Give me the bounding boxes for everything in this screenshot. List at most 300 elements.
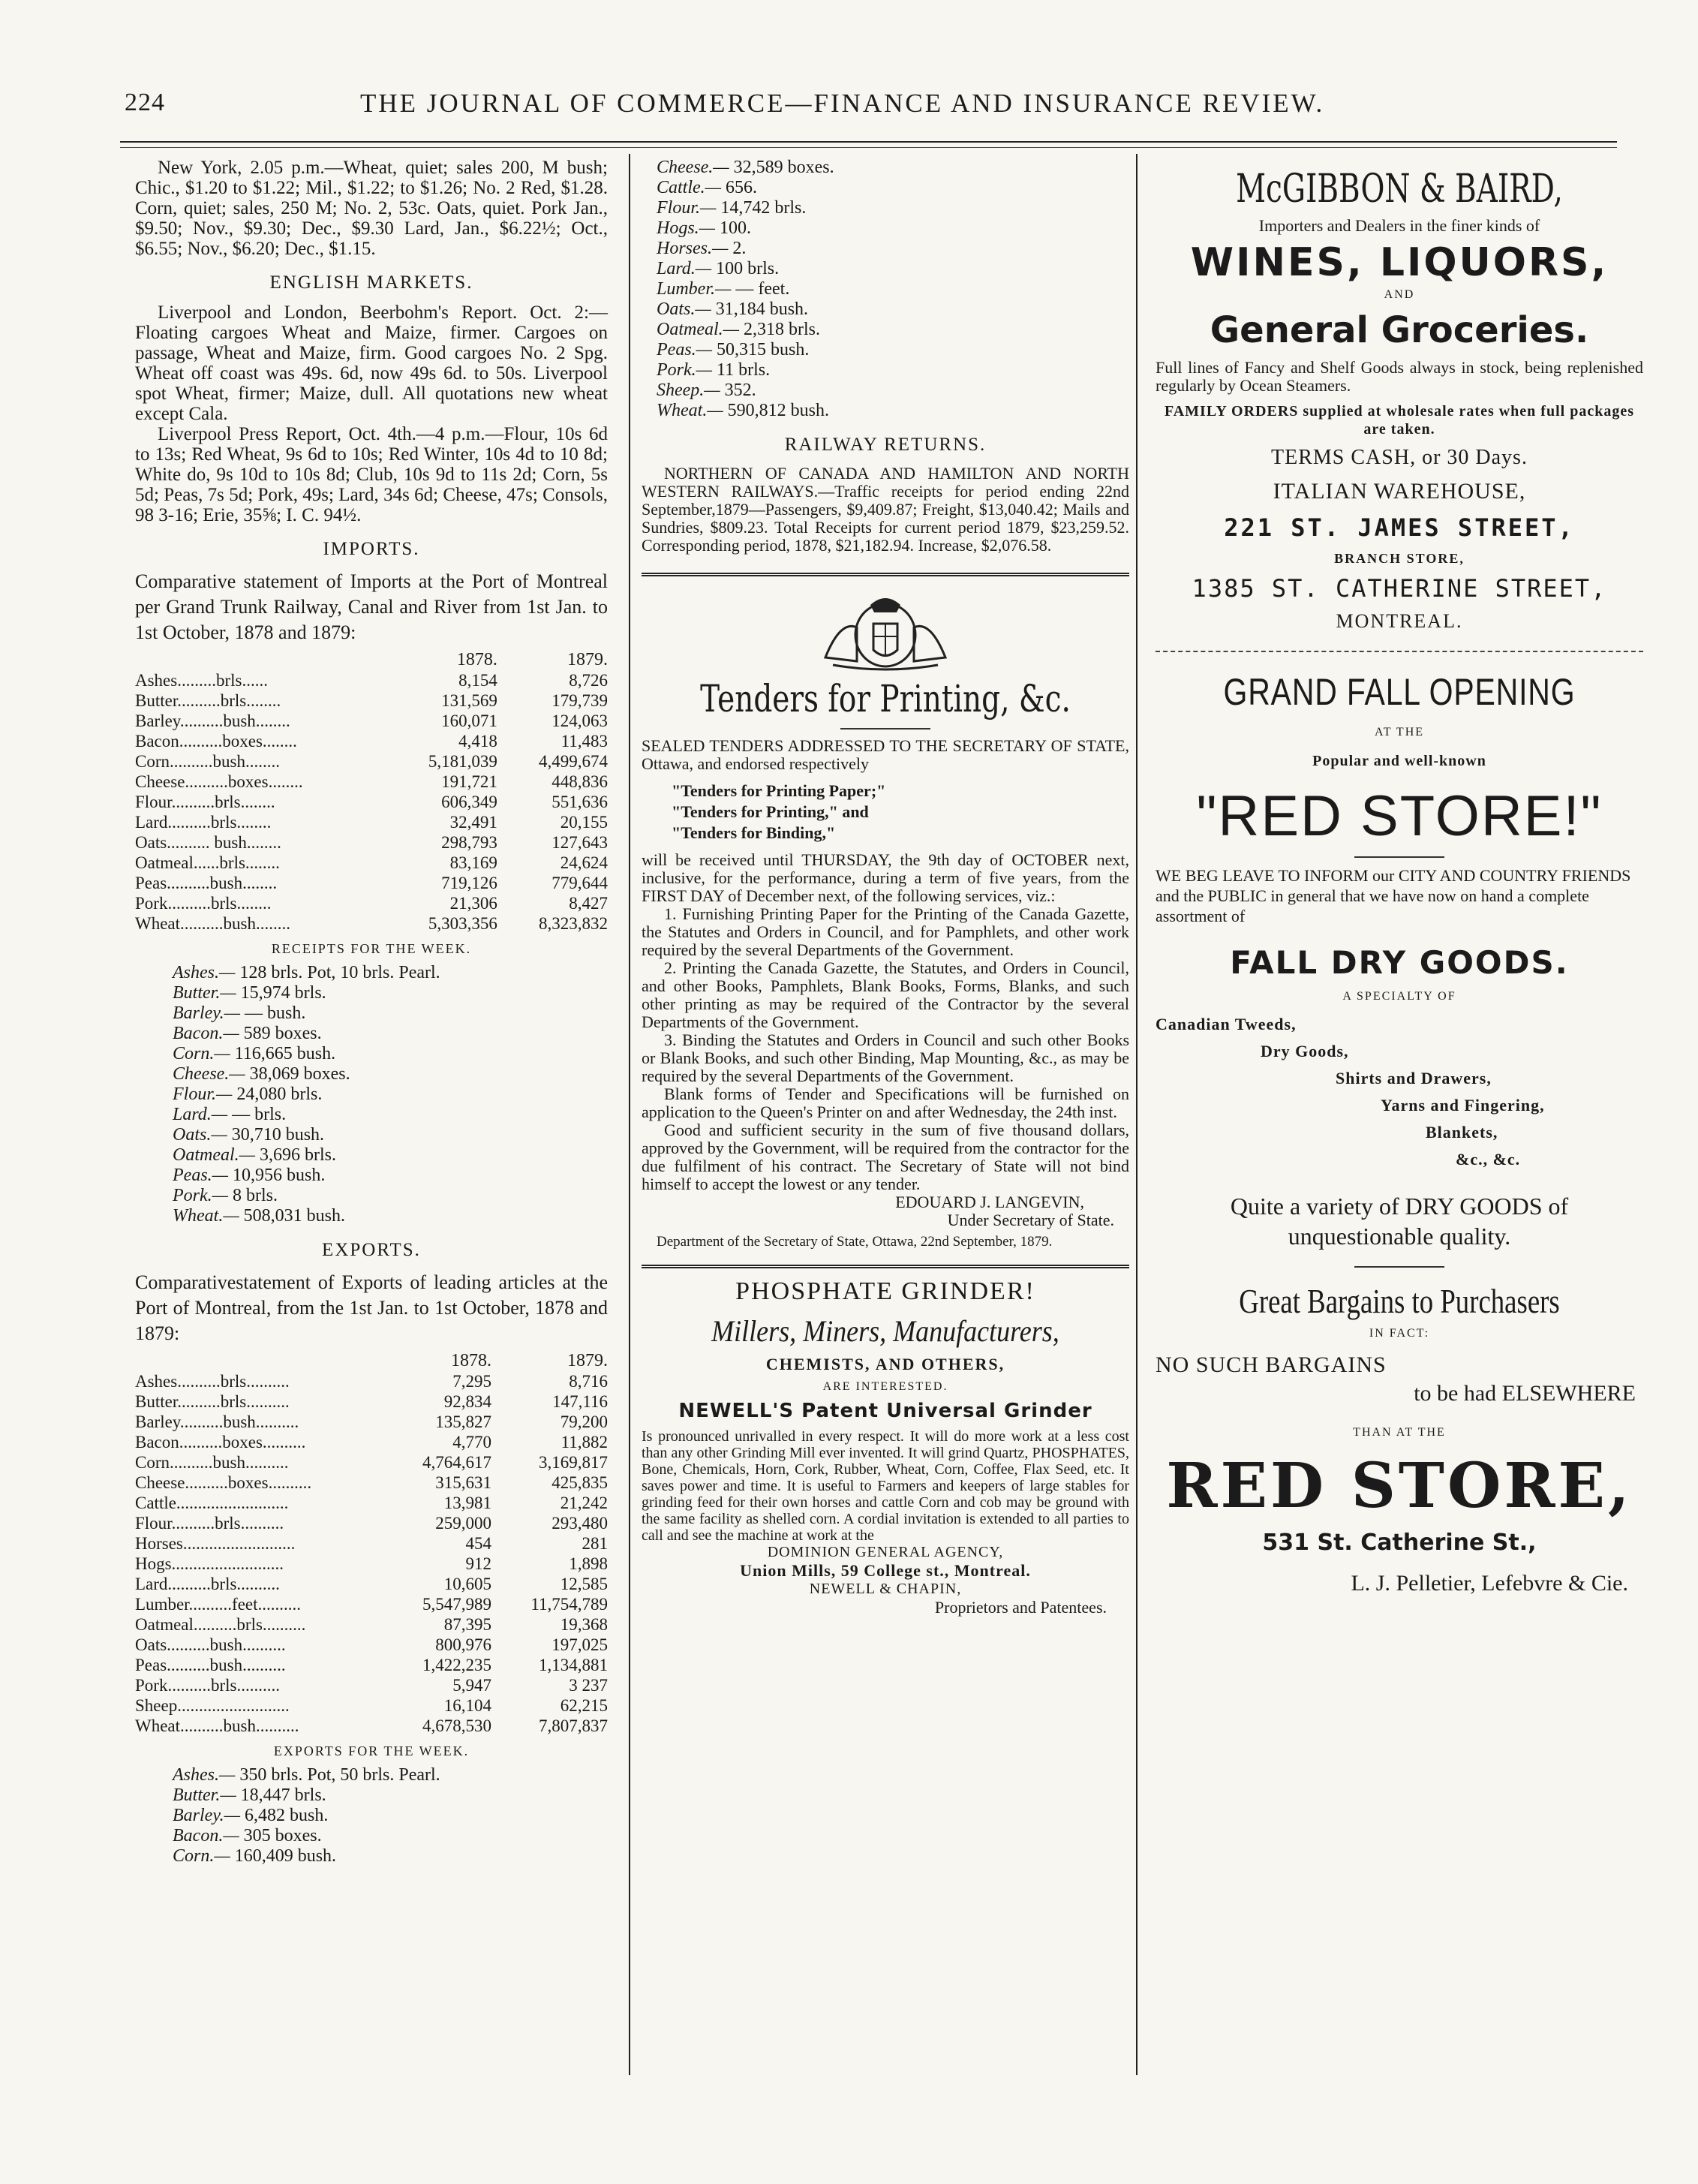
table-cell-value: 8,726 (569, 671, 608, 690)
list-item-value: — feet. (735, 279, 790, 299)
red-store-title: RED STORE, (1166, 1450, 1633, 1522)
table-cell-value: 8,323,832 (539, 914, 608, 933)
table-cell-value: 3 237 (569, 1676, 608, 1695)
table-row (135, 1493, 608, 1513)
table-cell-value: 281 (582, 1534, 608, 1553)
wines-liquors-line: WINES, LIQUORS, (1190, 240, 1609, 285)
goods-item: Blankets, (1426, 1123, 1498, 1142)
table-cell-item: Lard..........brls........ (135, 813, 272, 832)
list-item (173, 1806, 608, 1826)
list-item (173, 1186, 608, 1206)
table-cell-value: 79,200 (560, 1412, 608, 1431)
table-cell-value: 7,295 (452, 1372, 492, 1391)
list-item-value: 352. (724, 381, 756, 400)
signer-name: EDOUARD J. LANGEVIN, (895, 1193, 1084, 1211)
list-item-label: Cheese.— (657, 158, 729, 177)
popular-line: Popular and well-known (1312, 753, 1486, 769)
list-item (173, 983, 608, 1003)
table-row (135, 690, 608, 711)
table-row (135, 1391, 608, 1412)
table-cell-value: 62,215 (560, 1696, 608, 1715)
table-cell-value: 454 (465, 1534, 492, 1553)
table-row (135, 1554, 608, 1574)
table-cell-value: 21,306 (449, 894, 497, 913)
list-item-value: 11 brls. (717, 360, 771, 380)
list-item-label: Ashes.— (173, 1765, 236, 1785)
st-catherine-store-address: 531 St. Catherine St., (1262, 1530, 1537, 1556)
italian-warehouse-line: ITALIAN WAREHOUSE, (1273, 479, 1526, 504)
table-cell-item: Pork..........brls........ (135, 894, 272, 913)
list-item (173, 1166, 608, 1186)
list-item-label: Oatmeal.— (657, 320, 739, 339)
goods-item: Shirts and Drawers, (1336, 1069, 1492, 1087)
list-item (173, 1003, 608, 1024)
list-item-label: Barley.— (173, 1003, 240, 1023)
table-row (135, 812, 608, 832)
table-cell-value: 4,764,617 (422, 1453, 492, 1472)
tenders-rule (840, 728, 930, 730)
table-row (135, 1432, 608, 1452)
in-fact-line: IN FACT: (1369, 1327, 1430, 1340)
table-cell-item: Butter..........brls........ (135, 691, 281, 710)
specialty-line: A SPECIALTY OF (1342, 990, 1456, 1003)
imports-table (135, 650, 608, 934)
table-row (135, 1574, 608, 1594)
list-item-value: 2,318 brls. (744, 320, 820, 339)
table-cell-item: Peas..........bush........ (135, 874, 278, 892)
header-rule-thin (120, 147, 1617, 148)
table-cell-value: 92,834 (443, 1392, 492, 1411)
table-cell-value: 20,155 (560, 813, 608, 832)
table-cell-item: Corn..........bush.......... (135, 1453, 289, 1472)
list-item (173, 1064, 608, 1084)
table-cell-value: 11,754,789 (530, 1595, 608, 1614)
security-text: Good and sufficient security in the sum of five thousand dollars, approved by the Government, will be required from the contractor for the due fulfilment of his contract. The Secretary of State will not bind himself to accept the lowest or any tender. (642, 1121, 1129, 1193)
table-cell-value: 7,807,837 (539, 1716, 608, 1735)
tender-line-binding: "Tenders for Binding," (672, 823, 836, 842)
table-cell-value: 1,134,881 (539, 1656, 608, 1674)
exports-year-1879: 1879. (567, 1351, 608, 1370)
receipts-heading: RECEIPTS FOR THE WEEK. (271, 941, 472, 956)
table-row (135, 1655, 608, 1675)
table-cell-value: 19,368 (560, 1615, 608, 1634)
list-item-label: Pork.— (657, 360, 712, 380)
list-item-label: Butter.— (173, 983, 236, 1003)
table-row (135, 913, 608, 934)
table-cell-item: Lumber..........feet.......... (135, 1595, 302, 1614)
table-row (135, 1716, 608, 1736)
table-cell-value: 298,793 (441, 833, 497, 852)
list-item-label: Cheese.— (173, 1064, 245, 1084)
table-cell-value: 448,836 (551, 772, 608, 791)
service-paper: 1. Furnishing Printing Paper for the Printing of the Canada Gazette, the Statutes and Orders in Council, and for Pamphlets, and other work required by the several Departments of the Government. (642, 904, 1129, 959)
list-item-label: Wheat.— (657, 401, 723, 420)
list-item-label: Corn.— (173, 1044, 230, 1063)
tender-line-printing: "Tenders for Printing," and (672, 802, 869, 821)
list-item-value: — bush. (245, 1003, 306, 1023)
table-cell-item: Oats..........bush.......... (135, 1635, 286, 1654)
list-item (173, 1826, 608, 1846)
list-item (657, 158, 1129, 178)
sealed-tenders-text: SEALED TENDERS ADDRESSED TO THE SECRETARY OF STATE, Ottawa, and endorsed respectively (642, 736, 1129, 773)
table-cell-value: 259,000 (435, 1514, 492, 1533)
table-cell-value: 5,181,039 (428, 752, 497, 771)
table-row (135, 1614, 608, 1635)
list-item-value: 6,482 bush. (245, 1806, 329, 1825)
table-cell-value: 719,126 (441, 874, 497, 892)
table-cell-value: 4,499,674 (539, 752, 608, 771)
table-cell-value: 293,480 (551, 1514, 608, 1533)
pelletier-signature: L. J. Pelletier, Lefebvre & Cie. (1351, 1571, 1628, 1596)
table-row (135, 1635, 608, 1655)
service-printing: 2. Printing the Canada Gazette, the Statutes, and Orders in Council, and other Books, Pamphlets, Blank Books, Forms, Blanks, and such other printing as may be required of the Contractor by the several Departments of the Government. (642, 958, 1129, 1031)
table-cell-value: 8,716 (569, 1372, 608, 1391)
list-item (173, 963, 608, 983)
list-item (173, 1125, 608, 1145)
list-item-value: 160,409 bush. (234, 1846, 337, 1866)
list-item-value: 100. (720, 218, 752, 238)
liverpool-press-report: Liverpool Press Report, Oct. 4th.—4 p.m.—Flour, 10s 6d to 13s; Red Wheat, 9s 6d to 10s; Red Winter, 10s 4d to 10 8d; White do, 9s 10d to 10s 8d; Club, 10s 9d to 11s 2d; Corn, 5s 5d; Peas, 7s 5d; Pork, 49s; Lard, 34s 6d; Cheese, 47s; Consols, 98 3-16; Erie, 35⅝; I. C. 94½. (135, 424, 608, 525)
red-store-quote-title: "RED STORE!" (1196, 784, 1603, 848)
department-dateline: Department of the Secretary of State, Ottawa, 22nd September, 1879. (657, 1234, 1053, 1250)
list-item-value: 656. (726, 178, 758, 197)
list-item-value: 32,589 boxes. (733, 158, 834, 177)
exports-week-heading: EXPORTS FOR THE WEEK. (273, 1743, 470, 1758)
list-item-value: 350 brls. Pot, 50 brls. Pearl. (239, 1765, 440, 1785)
list-item-label: Barley.— (173, 1806, 240, 1825)
table-cell-value: 11,483 (560, 732, 608, 751)
list-item (657, 320, 1129, 340)
list-item (657, 279, 1129, 299)
red-store-rule (1354, 856, 1444, 858)
tender-types (672, 781, 1129, 844)
goods-item: Canadian Tweeds, (1156, 1015, 1297, 1033)
table-cell-value: 912 (465, 1554, 492, 1573)
grinder-description: Is pronounced unrivalled in every respect. It will do more work at a less cost than any other Grinding Mill ever invented. It will grind Quartz, PHOSPHATES, Bone, Chemicals, Horn, Cork, Rubber, Wheat, Corn, Coffee, Flax Seed, etc. It saves power and time. It is useful to Farmers and keepers of large stables for grinding feed for their own horses and cattle Corn and cob may be ground with the same facility as shelled corn. A cordial invitation is extended to all parties to call and see the machine at work at the (642, 1428, 1129, 1544)
list-item-label: Pork.— (173, 1186, 228, 1205)
imports-year-row (135, 650, 608, 670)
ad-divider (1156, 651, 1643, 652)
table-cell-item: Sheep.......................... (135, 1696, 290, 1715)
list-item-value: 589 boxes. (243, 1024, 322, 1043)
table-cell-item: Oats.......... bush........ (135, 833, 281, 852)
page-header (120, 89, 1621, 134)
list-item (657, 178, 1129, 198)
table-cell-item: Cheese..........boxes........ (135, 772, 303, 791)
table-row (135, 1452, 608, 1473)
table-cell-value: 24,624 (560, 853, 608, 872)
table-row (135, 670, 608, 690)
list-item-label: Horses.— (657, 239, 729, 258)
table-cell-value: 8,154 (458, 671, 497, 690)
st-james-address: 221 ST. JAMES STREET, (1224, 513, 1575, 542)
list-item-value: 31,184 bush. (715, 299, 809, 319)
table-cell-value: 87,395 (443, 1615, 492, 1634)
table-cell-value: 5,947 (452, 1676, 492, 1695)
table-row (135, 1533, 608, 1554)
bargains-rule (1354, 1266, 1444, 1268)
table-cell-value: 5,547,989 (422, 1595, 492, 1614)
table-cell-value: 800,976 (435, 1635, 492, 1654)
exports-table (135, 1351, 608, 1736)
we-beg-leave-text: WE BEG LEAVE TO INFORM our CITY AND COUNTRY FRIENDS and the PUBLIC in general that we have now on hand a complete assortment of (1156, 866, 1631, 925)
list-item-value: 18,447 brls. (240, 1785, 326, 1805)
table-cell-item: Bacon..........boxes........ (135, 732, 297, 751)
goods-item: &c., &c. (1456, 1150, 1521, 1169)
no-such-bargains-line: NO SUCH BARGAINS (1156, 1352, 1387, 1377)
list-item-value: 100 brls. (716, 259, 780, 278)
service-binding: 3. Binding the Statutes and Orders in Council and such other Books or Blank Books, and such other Binding, Map Mounting, &c., as may be required by the several Departments of the Government. (642, 1030, 1129, 1085)
list-item (173, 1024, 608, 1044)
table-cell-item: Ashes.........brls...... (135, 671, 268, 690)
table-row (135, 751, 608, 772)
than-at-the-line: THAN AT THE (1353, 1426, 1446, 1439)
mcgibbon-baird-title: McGIBBON & BAIRD, (1236, 167, 1563, 212)
list-item-value: 38,069 boxes. (249, 1064, 350, 1084)
exports-year-1878: 1878. (451, 1351, 492, 1370)
table-cell-value: 425,835 (551, 1473, 608, 1492)
table-cell-value: 11,882 (560, 1433, 608, 1451)
tender-line-paper: "Tenders for Printing Paper;" (672, 781, 886, 800)
table-row (135, 1412, 608, 1432)
table-row (135, 832, 608, 853)
table-cell-value: 13,981 (443, 1494, 492, 1512)
table-cell-value: 315,631 (435, 1473, 492, 1492)
list-item-label: Wheat.— (173, 1206, 239, 1226)
table-cell-value: 1,898 (569, 1554, 608, 1573)
are-interested-line: ARE INTERESTED. (822, 1380, 948, 1393)
list-item-label: Bacon.— (173, 1826, 239, 1846)
list-item (173, 1145, 608, 1166)
list-item-value: 590,812 bush. (727, 401, 829, 420)
great-bargains-title: Great Bargains to Purchasers (1239, 1282, 1560, 1320)
list-item-value: 50,315 bush. (717, 340, 810, 359)
list-item-value: 2. (732, 239, 747, 258)
general-groceries-line: General Groceries. (1210, 309, 1589, 351)
railway-returns-heading: RAILWAY RETURNS. (784, 435, 987, 455)
exports-heading: EXPORTS. (322, 1240, 421, 1260)
grand-fall-opening-title: GRAND FALL OPENING (1223, 671, 1576, 713)
to-be-had-line: to be had ELSEWHERE (1414, 1381, 1636, 1406)
union-mills-address: Union Mills, 59 College st., Montreal. (740, 1561, 1031, 1580)
list-item (173, 1846, 608, 1867)
list-item-value: 8 brls. (233, 1186, 278, 1205)
receipts-list (173, 963, 608, 1226)
list-item-label: Oats.— (657, 299, 711, 319)
newell-chapin: NEWELL & CHAPIN, (809, 1581, 962, 1597)
list-item-label: Oatmeal.— (173, 1145, 255, 1165)
list-item (173, 1765, 608, 1785)
table-cell-value: 21,242 (560, 1494, 608, 1512)
table-cell-value: 5,303,356 (428, 914, 497, 933)
importers-line: Importers and Dealers in the finer kinds of (1258, 216, 1540, 235)
list-item (173, 1785, 608, 1806)
table-row (135, 731, 608, 751)
exports-year-row (135, 1351, 608, 1371)
exports-week-continued (657, 158, 1129, 421)
table-cell-item: Cattle.......................... (135, 1494, 289, 1512)
column-divider-2 (1136, 154, 1138, 2075)
table-cell-item: Wheat..........bush........ (135, 914, 290, 933)
table-row (135, 1594, 608, 1614)
list-item-value: 128 brls. Pot, 10 brls. Pearl. (239, 963, 440, 982)
tenders-title: Tenders for Printing, &c. (700, 677, 1071, 720)
list-item-label: Corn.— (173, 1846, 230, 1866)
list-item (173, 1206, 608, 1226)
table-cell-item: Peas..........bush.......... (135, 1656, 286, 1674)
fall-dry-goods-title: FALL DRY GOODS. (1230, 944, 1569, 981)
imports-year-1879: 1879. (567, 650, 608, 669)
list-item (657, 340, 1129, 360)
table-cell-value: 4,770 (452, 1433, 492, 1451)
table-row (135, 1473, 608, 1493)
royal-crest-icon (810, 590, 960, 672)
list-item-value: 10,956 bush. (233, 1166, 326, 1185)
table-row (135, 1371, 608, 1391)
table-cell-value: 16,104 (443, 1696, 492, 1715)
phosphate-grinder-title: PHOSPHATE GRINDER! (735, 1277, 1035, 1305)
table-cell-value: 127,643 (551, 833, 608, 852)
table-cell-item: Oatmeal......brls........ (135, 853, 280, 872)
table-cell-value: 4,678,530 (422, 1716, 492, 1735)
table-cell-item: Barley..........bush.......... (135, 1412, 299, 1431)
list-item-label: Cattle.— (657, 178, 722, 197)
list-item (657, 239, 1129, 259)
at-the-line: AT THE (1374, 726, 1425, 739)
table-cell-value: 3,169,817 (539, 1453, 608, 1472)
table-cell-value: 197,025 (551, 1635, 608, 1654)
list-item-value: 30,710 bush. (231, 1125, 325, 1145)
table-row (135, 873, 608, 893)
table-cell-item: Bacon..........boxes.......... (135, 1433, 306, 1451)
header-rule (120, 141, 1617, 143)
table-cell-item: Corn..........bush........ (135, 752, 280, 771)
goods-item: Dry Goods, (1261, 1042, 1349, 1060)
list-item-value: 305 boxes. (243, 1826, 322, 1846)
table-row (135, 893, 608, 913)
table-cell-item: Cheese..........boxes.......... (135, 1473, 312, 1492)
list-item (173, 1084, 608, 1105)
list-item-label: Lard.— (657, 259, 712, 278)
table-cell-value: 124,063 (551, 711, 608, 730)
table-cell-value: 10,605 (443, 1575, 492, 1593)
exports-week-list (173, 1765, 608, 1867)
table-cell-value: 160,071 (441, 711, 497, 730)
table-cell-value: 147,116 (552, 1392, 608, 1411)
montreal-line: MONTREAL. (1336, 610, 1463, 632)
table-row (135, 711, 608, 731)
proprietors-line: Proprietors and Patentees. (934, 1598, 1107, 1617)
column-advertisements (1156, 158, 1643, 1596)
list-item-value: 14,742 brls. (720, 198, 807, 218)
table-cell-value: 4,418 (458, 732, 497, 751)
goods-list (1156, 1011, 1643, 1173)
dominion-agency: DOMINION GENERAL AGENCY, (767, 1544, 1004, 1560)
list-item-label: Hogs.— (657, 218, 716, 238)
blank-forms-text: Blank forms of Tender and Specifications will be furnished on application to the Queen's Printer on and after Wednesday, the 24th inst. (642, 1084, 1129, 1121)
list-item (657, 198, 1129, 218)
table-row (135, 1695, 608, 1716)
table-cell-item: Hogs.......................... (135, 1554, 284, 1573)
list-item-value: — brls. (232, 1105, 287, 1124)
list-item (173, 1105, 608, 1125)
quite-a-variety-text: Quite a variety of DRY GOODS of unquestionable quality. (1230, 1193, 1569, 1250)
table-cell-item: Flour..........brls........ (135, 793, 275, 811)
table-cell-item: Barley..........bush........ (135, 711, 290, 730)
received-text: will be received until THURSDAY, the 9th day of OCTOBER next, inclusive, for the performance, during a term of five years, from the FIRST DAY of December next, of the following services, viz.: (642, 850, 1129, 905)
table-row (135, 1675, 608, 1695)
table-cell-value: 12,585 (560, 1575, 608, 1593)
table-cell-value: 1,422,235 (422, 1656, 492, 1674)
full-lines-text: Full lines of Fancy and Shelf Goods always in stock, being replenished regularly by Ocean Steamers. (1156, 358, 1643, 395)
table-row (135, 1513, 608, 1533)
table-cell-value: 179,739 (551, 691, 608, 710)
list-item (657, 381, 1129, 401)
list-item-value: 508,031 bush. (243, 1206, 345, 1226)
and-line: AND (1384, 288, 1415, 301)
table-cell-value: 8,427 (569, 894, 608, 913)
column-divider-1 (629, 154, 630, 2075)
table-cell-item: Horses.......................... (135, 1534, 296, 1553)
journal-title: THE JOURNAL OF COMMERCE—FINANCE AND INSURANCE REVIEW. (360, 89, 1325, 118)
table-row (135, 853, 608, 873)
branch-store-line: BRANCH STORE, (1334, 551, 1465, 566)
table-cell-item: Lard..........brls.......... (135, 1575, 280, 1593)
list-item-label: Butter.— (173, 1785, 236, 1805)
millers-miners-line: Millers, Miners, Manufacturers, (711, 1314, 1059, 1348)
table-cell-item: Wheat..........bush.......... (135, 1716, 299, 1735)
list-item-label: Lard.— (173, 1105, 228, 1124)
list-item-value: 3,696 brls. (260, 1145, 336, 1165)
chemists-line: CHEMISTS, AND OTHERS, (765, 1355, 1005, 1373)
signer-title: Under Secretary of State. (947, 1211, 1114, 1229)
imports-intro: Comparative statement of Imports at the Port of Montreal per Grand Trunk Railway, Canal and River from 1st Jan. to 1st October, 1878 and 1879: (135, 570, 608, 643)
list-item-label: Lumber.— (657, 279, 732, 299)
section-rule-2 (642, 1265, 1129, 1268)
table-cell-item: Ashes..........brls.......... (135, 1372, 290, 1391)
list-item-label: Flour.— (173, 1084, 233, 1104)
table-row (135, 792, 608, 812)
table-cell-value: 191,721 (441, 772, 497, 791)
imports-year-1878: 1878. (456, 650, 497, 669)
table-cell-item: Pork..........brls.......... (135, 1676, 280, 1695)
family-orders-text: FAMILY ORDERS supplied at wholesale rates when full packages are taken. (1165, 403, 1634, 438)
table-cell-value: 551,636 (551, 793, 608, 811)
list-item-value: 15,974 brls. (240, 983, 326, 1003)
table-cell-value: 83,169 (449, 853, 497, 872)
table-cell-item: Butter..........brls.......... (135, 1392, 290, 1411)
table-cell-value: 32,491 (449, 813, 497, 832)
goods-item: Yarns and Fingering, (1381, 1096, 1545, 1115)
list-item-value: 116,665 bush. (234, 1044, 336, 1063)
table-cell-value: 606,349 (441, 793, 497, 811)
column-tenders (642, 158, 1129, 1617)
exports-intro: Comparativestatement of Exports of leading articles at the Port of Montreal, from the 1st Jan. to 1st October, 1878 and 1879: (135, 1271, 608, 1344)
new-york-report: New York, 2.05 p.m.—Wheat, quiet; sales 200, M bush; Chic., $1.20 to $1.22; Mil., $1.22; to $1.26; No. 2 Red, $1.28. Corn, quiet; sales, 250 M; No. 2, 53c. Oats, quiet. Pork Jan., $9.50; Nov., $9.30; Dec., $9.30 Lard, Jan., $6.22½; Oct., $6.55; Nov., $6.20; Dec., $1.15. (135, 158, 608, 259)
list-item (657, 259, 1129, 279)
terms-line: TERMS CASH, or 30 Days. (1271, 446, 1528, 469)
table-cell-value: 131,569 (441, 691, 497, 710)
column-markets (135, 158, 608, 1867)
page-number: 224 (125, 89, 165, 116)
section-rule (642, 573, 1129, 576)
imports-heading: IMPORTS. (323, 539, 420, 559)
list-item-label: Sheep.— (657, 381, 720, 400)
list-item (657, 401, 1129, 421)
newell-grinder-line: NEWELL'S Patent Universal Grinder (678, 1400, 1092, 1422)
railway-returns-text: NORTHERN OF CANADA AND HAMILTON AND NORTH WESTERN RAILWAYS.—Traffic receipts for period ending 22nd September,1879—Passengers, $9,409.87; Freight, $13,040.42; Mails and Sundries, $809.23. Total Receipts for current period 1879, $23,259.52. Corresponding period, 1878, $21,182.94. Increase, $2,076.58. (642, 464, 1129, 555)
list-item (657, 218, 1129, 239)
